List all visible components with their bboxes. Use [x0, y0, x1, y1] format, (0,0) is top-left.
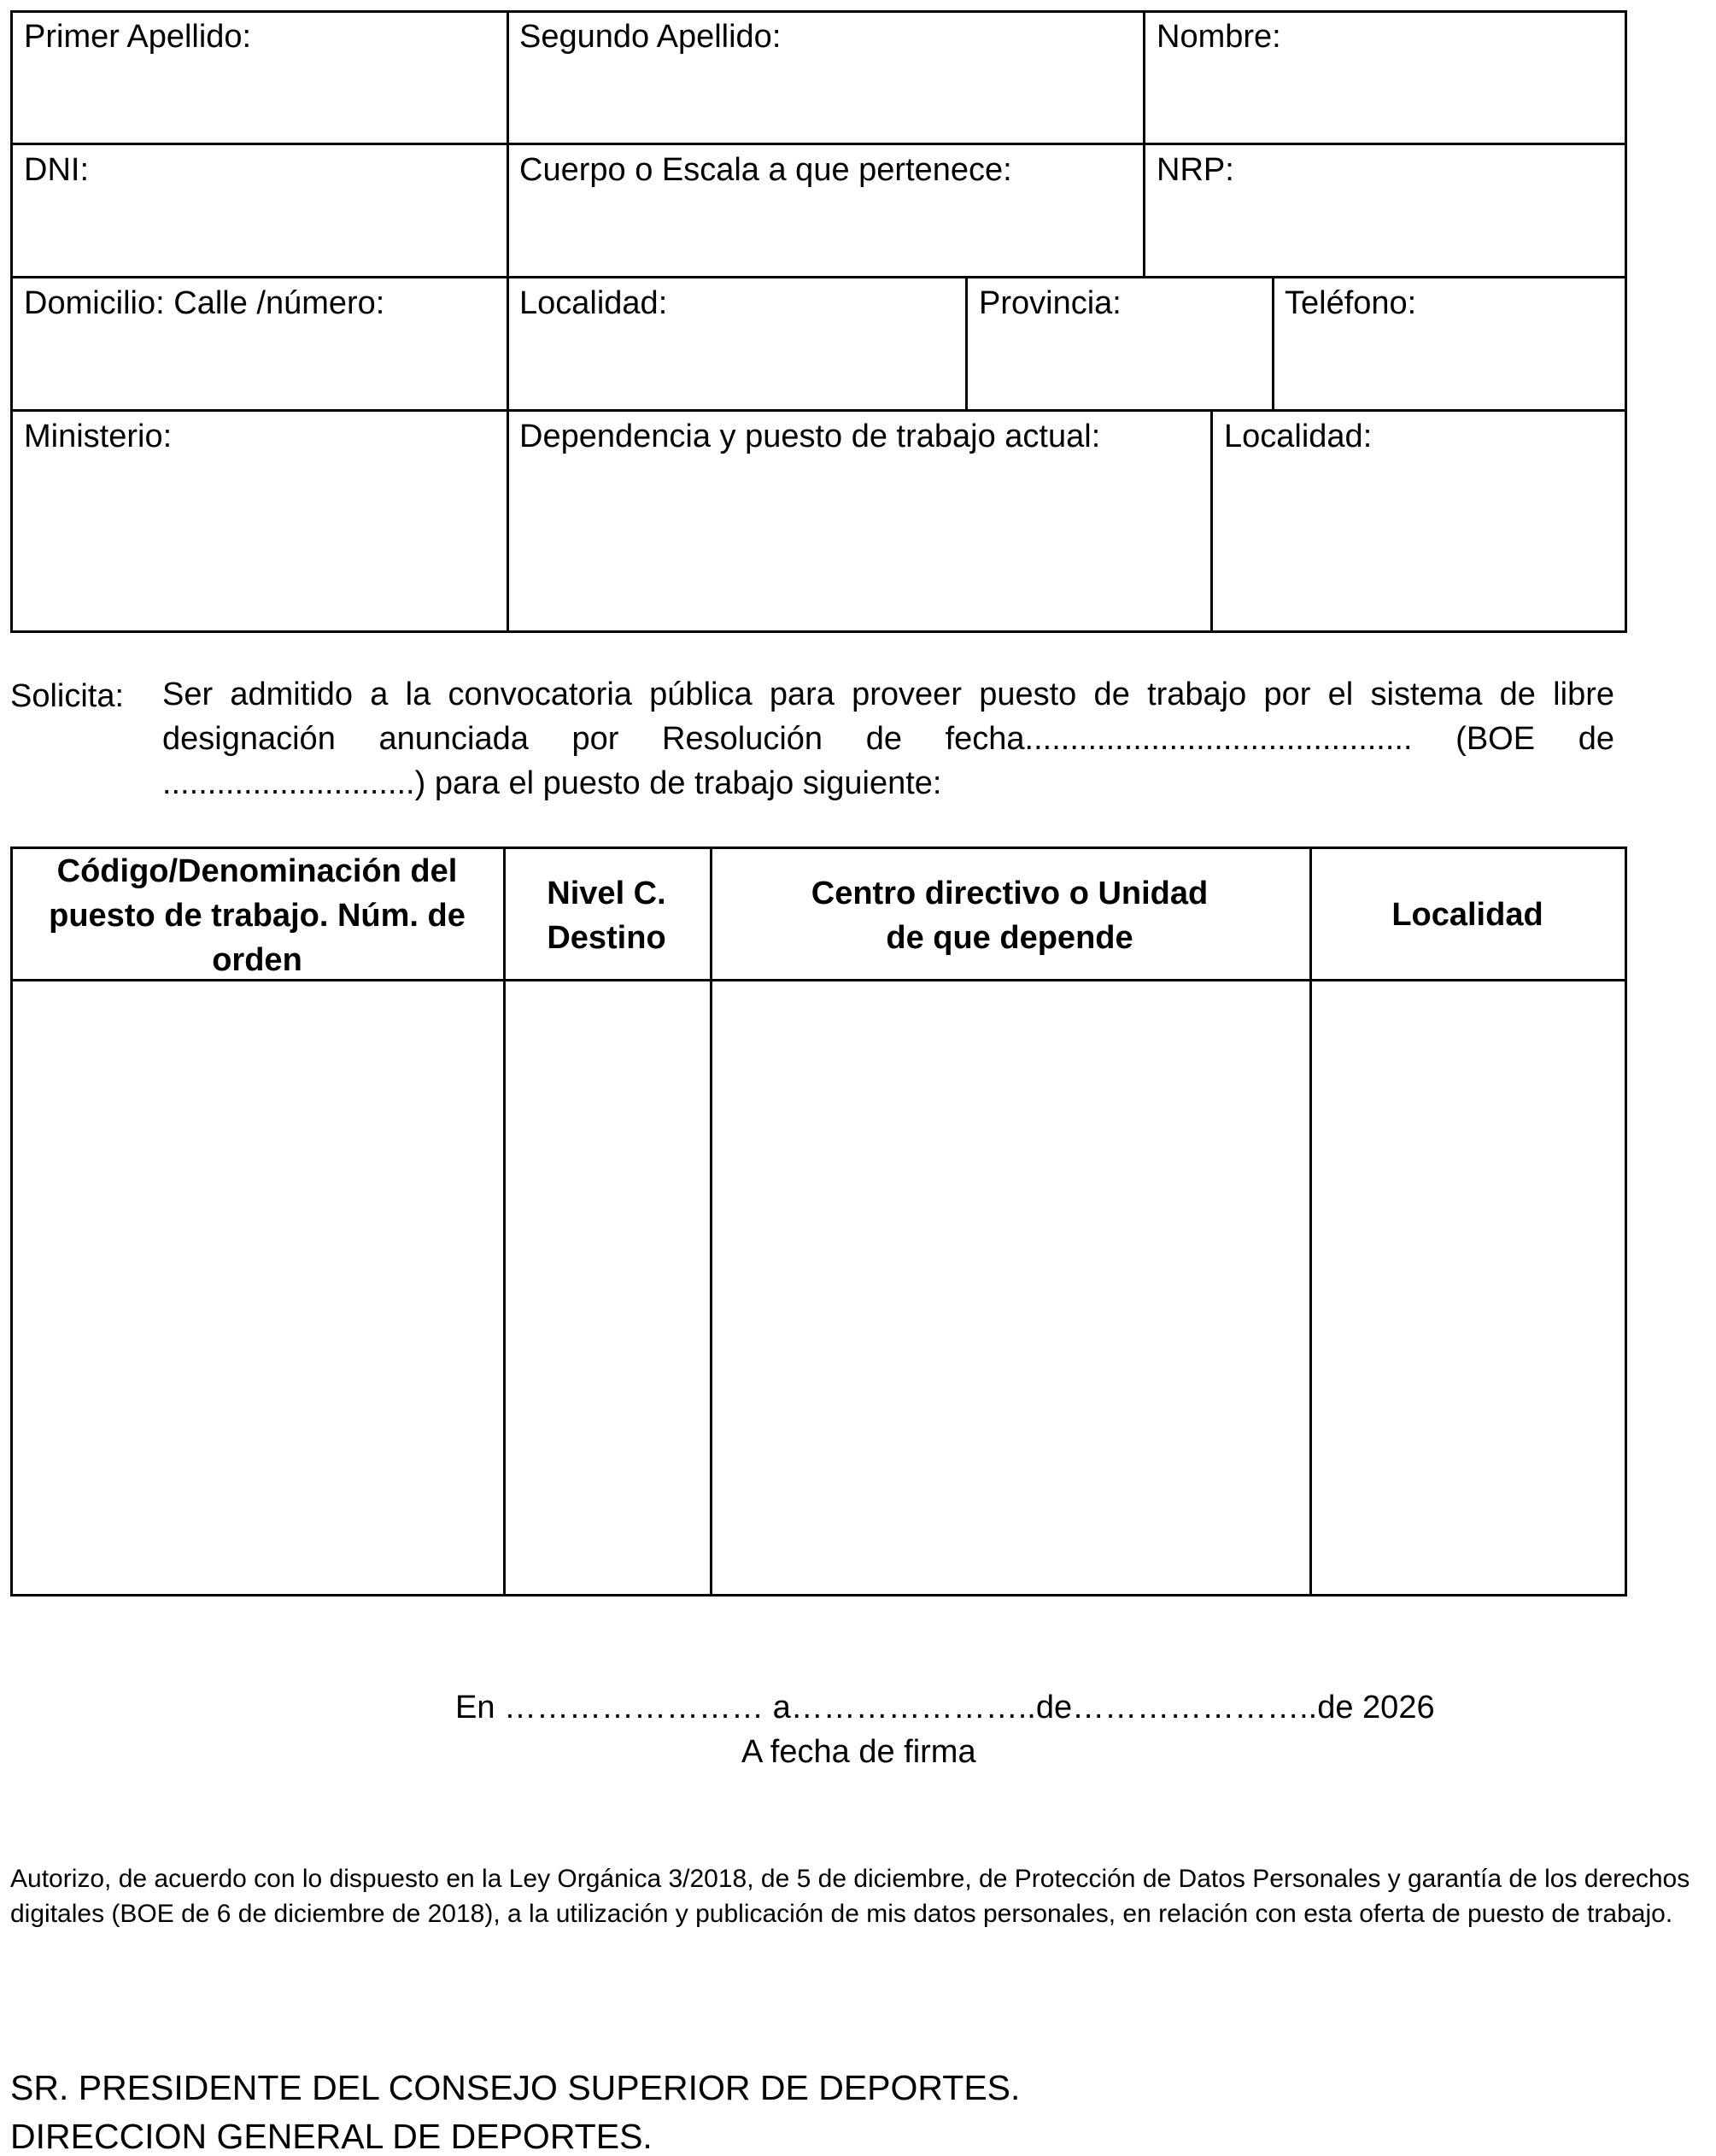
fecha-line[interactable]: En …………………… a…………………..de…………………..de 2026	[455, 1690, 1435, 1725]
primer-apellido-field[interactable]: Primer Apellido:	[24, 19, 252, 55]
solicita-line-3: ............................) para el puesto de trabajo siguiente:	[162, 765, 942, 801]
cuerpo-escala-field[interactable]: Cuerpo o Escala a que pertenece:	[519, 152, 1012, 188]
segundo-apellido-field[interactable]: Segundo Apellido:	[519, 19, 782, 55]
table-row-empty[interactable]	[13, 981, 1625, 1594]
addressee-line-1: SR. PRESIDENTE DEL CONSEJO SUPERIOR DE DEPORTES.	[10, 2068, 1021, 2107]
fecha-note: A fecha de firma	[741, 1734, 976, 1770]
ministerio-field[interactable]: Ministerio:	[24, 419, 173, 454]
column-header-localidad: Localidad	[1391, 897, 1543, 933]
nombre-field[interactable]: Nombre:	[1157, 19, 1281, 55]
consent-line-2: digitales (BOE de 6 de diciembre de 2018), a la utilización y publicación de mis datos personales, en relación con esta oferta de puesto de trabajo.	[10, 1900, 1673, 1928]
consent-line-1: Autorizo, de acuerdo con lo dispuesto en la Ley Orgánica 3/2018, de 5 de diciembre, de Protección de Datos Personales y garantía de los derechos	[10, 1865, 1690, 1893]
telefono-field[interactable]: Teléfono:	[1285, 285, 1417, 321]
column-header-centro-directivo: Centro directivo o Unidad de que depende	[811, 876, 1209, 956]
solicita-label: Solicita:	[10, 678, 125, 714]
column-header-nivel: Nivel C. Destino	[547, 876, 666, 956]
nrp-field[interactable]: NRP:	[1157, 152, 1234, 188]
localidad-trabajo-field[interactable]: Localidad:	[1224, 419, 1373, 454]
solicita-line-2: designación anunciada por Resolución de fecha........................................... (BOE de	[162, 721, 1614, 757]
provincia-field[interactable]: Provincia:	[979, 285, 1122, 321]
column-header-codigo: Código/Denominación del puesto de trabajo. Núm. de orden	[49, 853, 466, 978]
dni-field[interactable]: DNI:	[24, 152, 89, 188]
addressee-line-2: DIRECCION GENERAL DE DEPORTES.	[10, 2117, 653, 2156]
solicita-line-1: Ser admitido a la convocatoria pública para proveer puesto de trabajo por el sistema de libre	[162, 677, 1614, 712]
dependencia-field[interactable]: Dependencia y puesto de trabajo actual:	[519, 419, 1101, 454]
domicilio-field[interactable]: Domicilio: Calle /número:	[24, 285, 385, 321]
localidad-field[interactable]: Localidad:	[519, 285, 668, 321]
